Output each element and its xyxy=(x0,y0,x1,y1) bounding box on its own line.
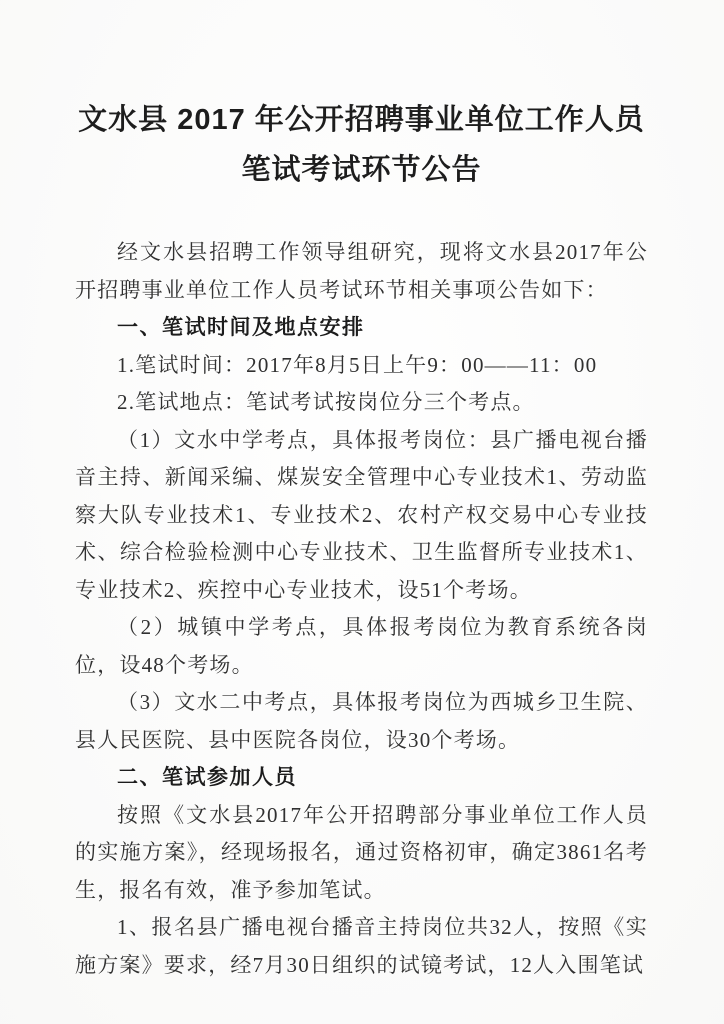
document-body xyxy=(75,234,648,984)
document-title-line1: 文水县 2017 年公开招聘事业单位工作人员 xyxy=(78,104,645,136)
broadcast-host-position-paragraph: 1、报名县广播电视台播音主持岗位共32人，按照《实施方案》要求，经7月30日组织的试镜考试，12人入围笔试 xyxy=(75,915,648,977)
section-heading-exam-participants: 二、笔试参加人员 xyxy=(117,766,297,789)
document-title xyxy=(75,95,648,195)
document-title-line2: 笔试考试环节公告 xyxy=(241,154,482,186)
exam-location-paragraph: 2.笔试地点：笔试考试按岗位分三个考点。 xyxy=(117,390,535,414)
site-3-wenshui-no2-middle-school-paragraph: （3）文水二中考点，具体报考岗位为西城乡卫生院、县人民医院、县中医院各岗位，设30个考场。 xyxy=(75,690,648,752)
site-1-wenshui-middle-school-paragraph: （1）文水中学考点，具体报考岗位：县广播电视台播音主持、新闻采编、煤炭安全管理中心专业技术1、劳动监察大队专业技术1、专业技术2、农村产权交易中心专业技术、综合检验检测中心专业技术、卫生监督所专业技术1、专业技术2、疾控中心专业技术，设51个考场。 xyxy=(75,427,648,602)
section-heading-written-exam-time-location: 一、笔试时间及地点安排 xyxy=(117,316,365,339)
site-2-chengzhen-middle-school-paragraph: （2）城镇中学考点，具体报考岗位为教育系统各岗位，设48个考场。 xyxy=(75,615,648,677)
intro-paragraph: 经文水县招聘工作领导组研究，现将文水县2017年公开招聘事业单位工作人员考试环节相关事项公告如下： xyxy=(75,240,648,302)
exam-time-paragraph: 1.笔试时间：2017年8月5日上午9：00——11：00 xyxy=(117,352,598,377)
participants-summary-paragraph: 按照《文水县2017年公开招聘部分事业单位工作人员的实施方案》，经现场报名，通过资格初审，确定3861名考生，报名有效，准予参加笔试。 xyxy=(75,802,648,902)
